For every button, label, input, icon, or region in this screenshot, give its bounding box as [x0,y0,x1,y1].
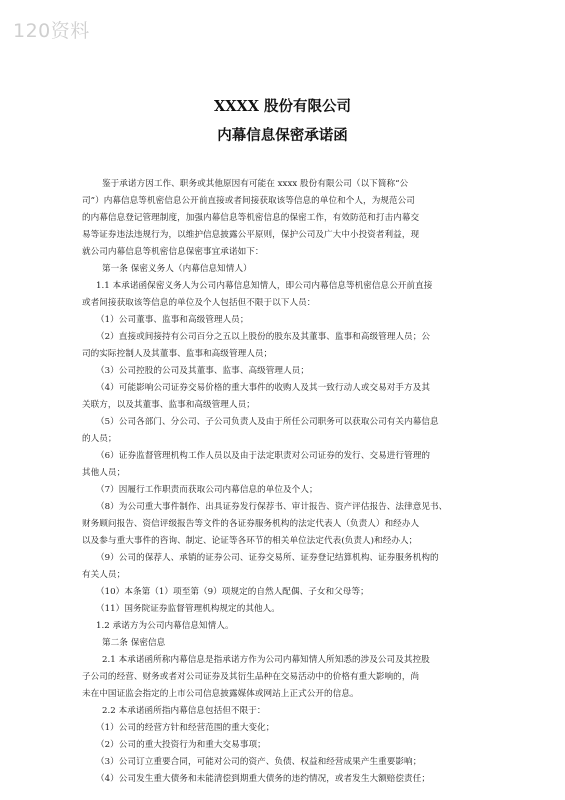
document-line: 2.1 本承诺函所称内幕信息是指承诺方作为公司内幕知情人所知悉的涉及公司及其控股 [102,655,430,665]
document-line: 有关人员； [82,570,126,580]
document-line: 司”）内幕信息等机密信息公开前直接或者间接获取该等信息的单位和个人，为规范公司 [82,196,415,206]
document-line: （6）证券监督管理机构工作人员以及由于法定职责对公司证券的发行、交易进行管理的 [96,451,430,461]
document-line: 未在中国证监会指定的上市公司信息披露媒体或网站上正式公开的信息。 [82,689,359,699]
document-title: XXXX 股份有限公司 [213,98,352,115]
document-line: （2）直接或间接持有公司百分之五以上股份的股东及其董事、监事和高级管理人员；公 [96,332,430,342]
document-line: （5）公司各部门、分公司、子公司负责人及由于所任公司职务可以获取公司有关内幕信息 [96,417,439,427]
document-line: 的内幕信息登记管理制度，加强内幕信息等机密信息的保密工作，有效防范和打击内幕交 [82,213,420,223]
document-line: （11）国务院证券监督管理机构规定的其他人。 [96,604,280,614]
document-line: （7）因履行工作职责而获取公司内幕信息的单位及个人； [96,485,318,495]
document-line: （10）本条第（1）项至第（9）项规定的自然人配偶、子女和父母等； [96,587,369,597]
document-line: 鉴于承诺方因工作、职务或其他原因有可能在 xxxx 股份有限公司（以下简称“公 [102,179,409,189]
document-line: 1.2 承诺方为公司内幕信息知情人。 [96,621,234,631]
document-line: （4）可能影响公司证券交易价格的重大事件的收购人及其一致行动人或交易对手方及其 [96,383,430,393]
document-line: 就公司内幕信息等机密信息保密事宜承诺如下： [82,247,264,257]
document-line: 财务顾问报告、资信评级报告等文件的各证券服务机构的法定代表人（负责人）和经办人 [82,519,420,529]
document-line: （3）公司订立重要合同，可能对公司的资产、负债、权益和经营成果产生重要影响； [96,757,422,767]
document-line: （1）公司的经营方针和经营范围的重大变化； [96,723,275,733]
document-line: （8）为公司重大事件制作、出具证券发行保荐书、审计报告、资产评估报告、法律意见书、 [96,502,448,512]
document-line: （3）公司控股的公司及其董事、监事、高级管理人员； [96,366,309,376]
watermark: 120资料 [13,20,90,42]
document-line: （9）公司的保荐人、承销的证券公司、证券交易所、证券登记结算机构、证券服务机构的 [96,553,439,563]
document-line: （2）公司的重大投资行为和重大交易事项； [96,740,266,750]
document-line: 第一条 保密义务人（内幕信息知情人） [102,264,252,274]
document-line: 易等证券违法违规行为，以维护信息披露公平原则，保护公司及广大中小投资者利益，现 [82,230,420,240]
document-line: 以及参与重大事件的咨询、制定、论证等各环节的相关单位法定代表(负责人)和经办人； [82,536,418,546]
document-line: （1）公司董事、监事和高级管理人员； [96,315,249,325]
document-line: 第二条 保密信息 [102,638,166,648]
document-line: 2.2 本承诺函所指内幕信息包括但不限于： [102,706,266,716]
document-subtitle: 内幕信息保密承诺函 [217,127,348,144]
document-line: 或者间接获取该等信息的单位及个人包括但不限于以下人员： [82,298,316,308]
document-line: （4）公司发生重大债务和未能清偿到期重大债务的违约情况，或者发生大额赔偿责任； [96,774,430,784]
document-line: 子公司的经营、财务或者对公司证券及其衍生品种在交易活动中的价格有重大影响的，尚 [82,672,420,682]
document-line: 关联方，以及其董事、监事和高级管理人员； [82,400,255,410]
document-line: 司的实际控制人及其董事、监事和高级管理人员； [82,349,273,359]
document-line: 1.1 本承诺函保密义务人为公司内幕信息知情人，即公司内幕信息等机密信息公开前直接 [96,281,433,291]
document-line: 其他人员； [82,468,126,478]
document-line: 的人员； [82,434,117,444]
